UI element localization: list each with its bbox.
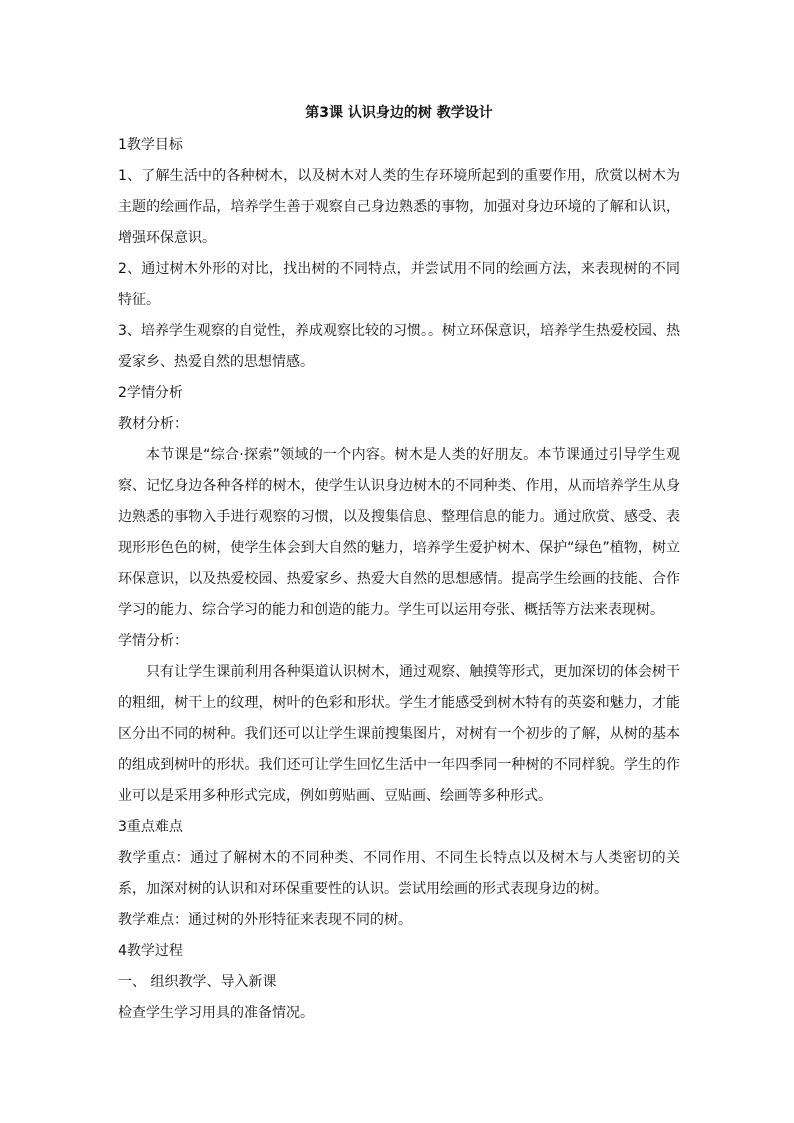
- section-heading-analysis: 2学情分析: [118, 385, 183, 401]
- paragraph-objective-1: 1、了解生活中的各种树木，以及树木对人类的生存环境所起到的重要作用，欣赏以树木为主题的绘画作品，培养学生善于观察自己身边熟悉的事物，加强对身边环境的了解和认识，增强环保意识。: [118, 168, 680, 246]
- subheading-student-analysis: 学情分析：: [118, 633, 188, 649]
- paragraph-difficulties: 教学难点：通过树的外形特征来表现不同的树。: [118, 912, 412, 928]
- paragraph-textbook-analysis: 本节课是“综合·探索”领域的一个内容。树木是人类的好朋友。本节课通过引导学生观察、记忆身边各种各样的树木，使学生认识身边树木的不同种类、作用，从而培养学生从身边熟悉的事物入手进行观察的习惯，以及搜集信息、整理信息的能力。通过欣赏、感受、表现形形色色的树，使学生体会到大自然的魅力，培养学生爱护树木、保护“绿色”植物，树立环保意识，以及热爱校园、热爱家乡、热爱大自然的思想感情。提高学生绘画的技能、合作学习的能力、综合学习的能力和创造的能力。学生可以运用夸张、概括等方法来表现树。: [118, 447, 680, 618]
- paragraph-objective-2: 2、通过树木外形的对比，找出树的不同特点，并尝试用不同的绘画方法，来表现树的不同特征。: [118, 261, 680, 308]
- subheading-step-1: 一、 组织教学、导入新课: [118, 974, 277, 990]
- section-heading-key-points: 3重点难点: [118, 819, 183, 835]
- section-heading-process: 4教学过程: [118, 943, 183, 959]
- document-title: 第3课 认识身边的树 教学设计: [305, 105, 493, 121]
- paragraph-student-analysis: 只有让学生课前利用各种渠道认识树木，通过观察、触摸等形式，更加深切的体会树干的粗细，树干上的纹理，树叶的色彩和形状。学生才能感受到树木特有的英姿和魅力，才能区分出不同的树种。我们还可以让学生课前搜集图片，对树有一个初步的了解，从树的基本的组成到树叶的形状。我们还可让学生回忆生活中一年四季同一种树的不同样貌。学生的作业可以是采用多种形式完成，例如剪贴画、豆贴画、绘画等多种形式。: [118, 664, 680, 804]
- section-heading-objectives: 1教学目标: [118, 137, 183, 153]
- paragraph-step-1: 检查学生学习用具的准备情况。: [118, 1005, 314, 1021]
- paragraph-key-points: 教学重点：通过了解树木的不同种类、不同作用、不同生长特点以及树木与人类密切的关系，加深对树的认识和对环保重要性的认识。尝试用绘画的形式表现身边的树。: [118, 850, 680, 897]
- subheading-textbook-analysis: 教材分析：: [118, 416, 188, 432]
- document-body: [118, 100, 680, 1029]
- paragraph-objective-3: 3、培养学生观察的自觉性，养成观察比较的习惯。。树立环保意识，培养学生热爱校园、热爱家乡、热爱自然的思想情感。: [118, 323, 680, 370]
